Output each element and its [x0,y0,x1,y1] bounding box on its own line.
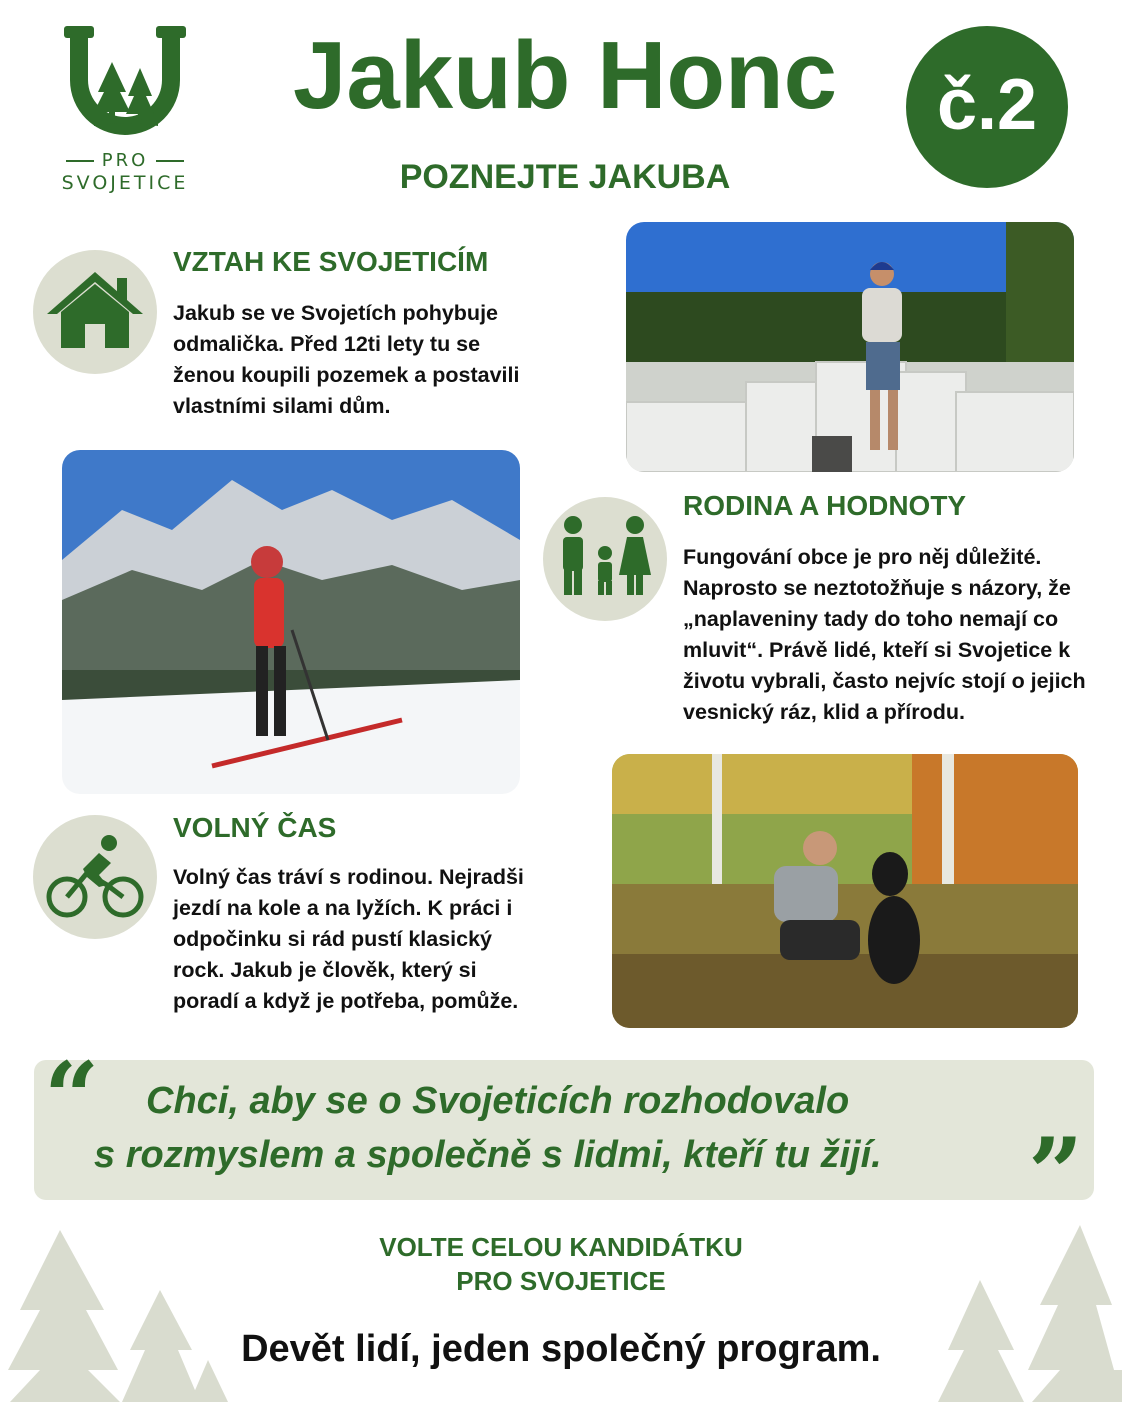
text-line: životu vybrali, často nejvíc stojí o jejich [683,669,1086,693]
text-line: mluvit“. Právě lidé, kteří si Svojetice k [683,638,1071,662]
text-line: vesnický ráz, klid a přírodu. [683,700,965,724]
candidate-name: Jakub Honc [292,22,838,129]
vote-call-line-1: VOLTE CELOU KANDIDÁTKU [379,1232,743,1262]
photo-building-house [626,222,1074,472]
section-heading-relation: VZTAH KE SVOJETICÍM [173,246,489,277]
horseshoe-trees-icon [50,20,200,150]
section-text-freetime [173,862,573,1017]
text-line: vlastními silami dům. [173,394,391,418]
section-text-relation [173,298,573,422]
text-line: Naprosto se neztotožňuje s názory, že [683,576,1071,600]
section-heading-family: RODINA A HODNOTY [683,490,967,521]
section-text-family [683,542,1115,728]
text-line: ženou koupili pozemek a postavili [173,363,520,387]
text-line: poradí a když je potřeba, pomůže. [173,989,519,1013]
logo-bottom-text: SVOJETICE [61,172,189,194]
house-icon [33,250,157,374]
family-icon-circle [543,497,667,621]
text-line: Volný čas tráví s rodinou. Nejradši [173,865,524,889]
family-icon [543,497,667,621]
quote-line-2: s rozmyslem a společně s lidmi, kteří tu žijí. [94,1134,882,1176]
text-line: jezdí na kole a na lyžích. K práci i [173,896,513,920]
page-subtitle: POZNEJTE JAKUBA [399,158,731,196]
vote-call-line-2: PRO SVOJETICE [456,1266,666,1296]
quote-line-1: Chci, aby se o Svojeticích rozhodovalo [146,1080,850,1122]
close-quote-icon: ” [1028,1117,1084,1230]
text-line: rock. Jakub je člověk, který si [173,958,477,982]
text-line: Fungování obce je pro něj důležité. [683,545,1042,569]
bicycle-icon-circle [33,815,157,939]
photo-skiing-mountains [62,450,520,794]
text-line: odpočinku si rád pustí klasický [173,927,493,951]
house-icon-circle [33,250,157,374]
logo-top-text: PRO [40,150,210,171]
text-line: odmalička. Před 12ti lety tu se [173,332,481,356]
candidate-number: č.2 [936,65,1038,145]
text-line: Jakub se ve Svojetích pohybuje [173,301,498,325]
pro-svojetice-logo [40,20,210,200]
photo-man-with-dog [612,754,1078,1028]
bicycle-icon [33,815,157,939]
campaign-slogan: Devět lidí, jeden společný program. [241,1328,881,1370]
text-line: „naplaveniny tady do toho nemají co [683,607,1059,631]
open-quote-icon: “ [44,1041,100,1154]
section-heading-freetime: VOLNÝ ČAS [173,812,337,843]
candidate-number-badge [906,26,1068,188]
